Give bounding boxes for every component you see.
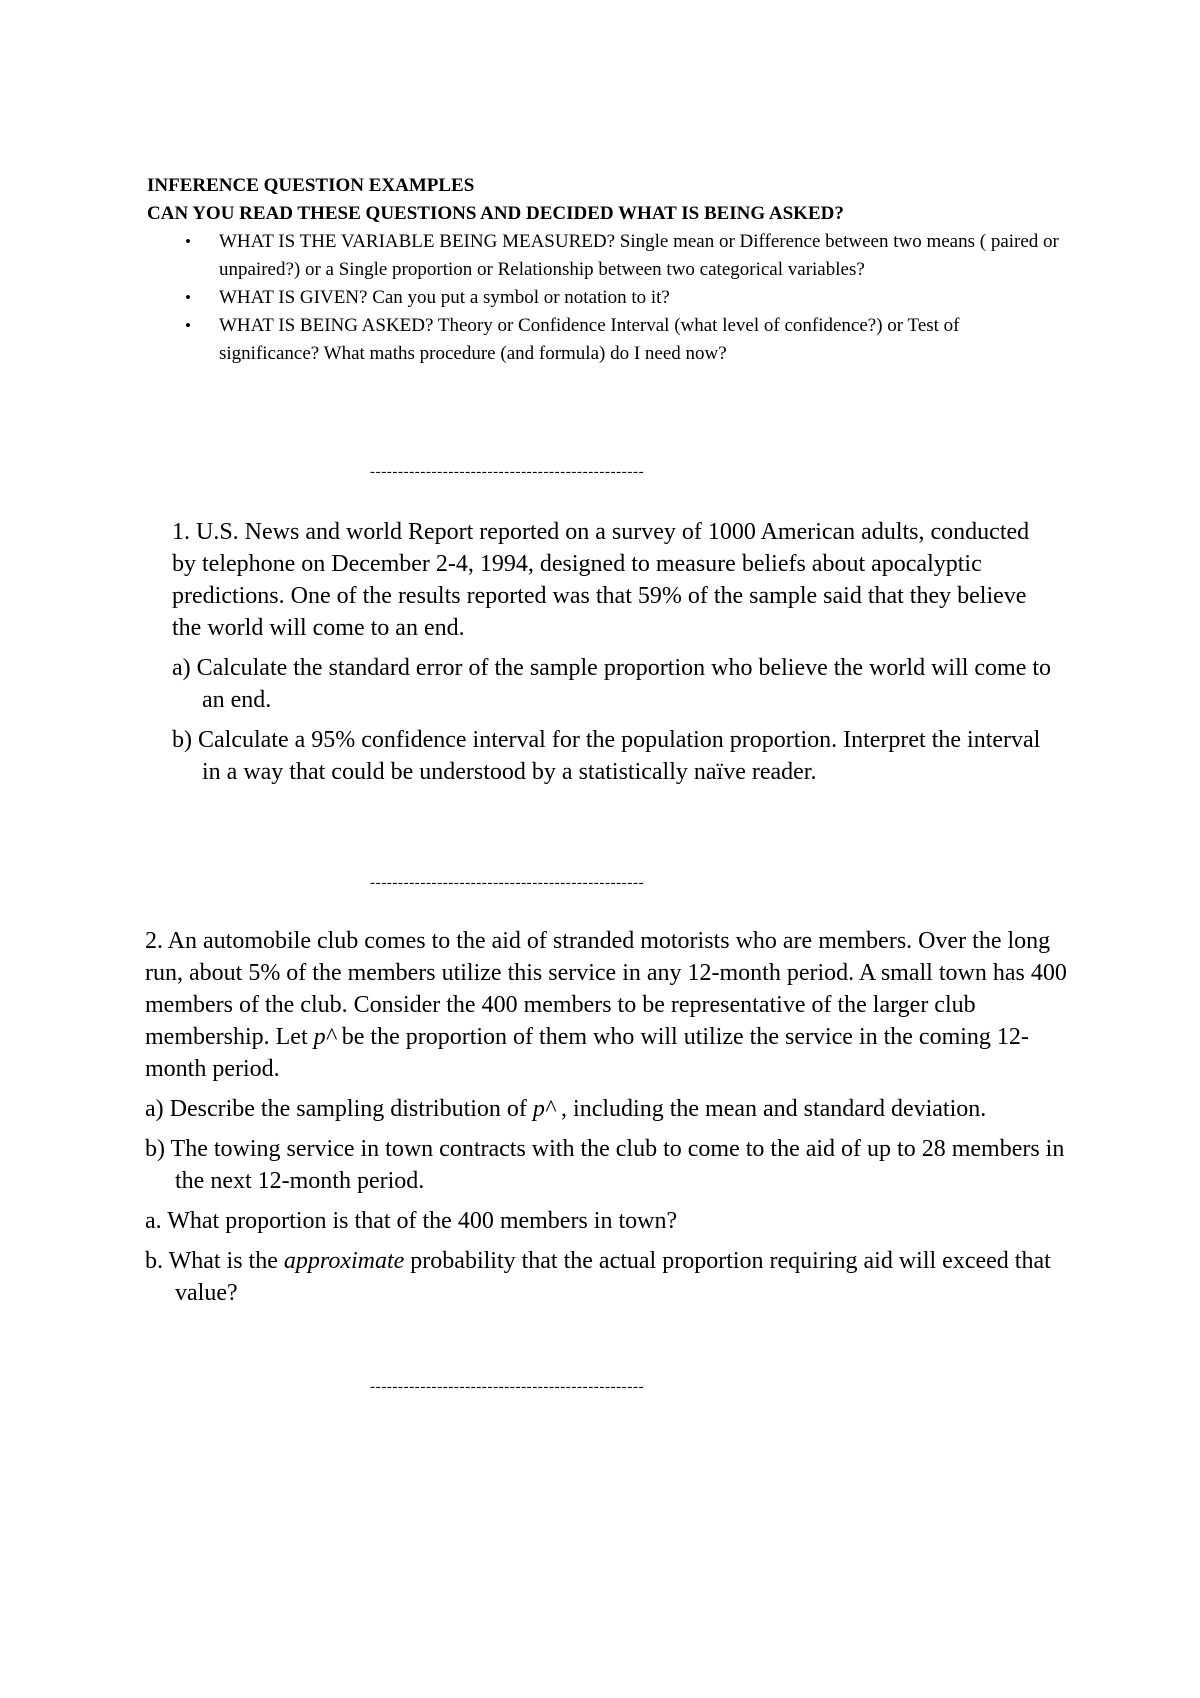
page-title: INFERENCE QUESTION EXAMPLES [147, 175, 475, 196]
question-2 [145, 925, 1075, 1317]
question-2-stem [145, 925, 1075, 1085]
bullet-icon: • [185, 316, 191, 335]
question-2-sub-b [145, 1245, 1075, 1309]
question-2-part-b: b) The towing service in town contracts with the club to come to the aid of up to 28 members in the next 12-month period. [145, 1136, 1065, 1194]
bullet-icon: • [185, 232, 191, 251]
divider-2: ------------------------------------------------- [370, 875, 645, 891]
question-2-part-a-end: , including the mean and standard deviation. [555, 1096, 987, 1122]
question-2-sub-b-end: probability that the actual proportion requiring aid will exceed that value? [175, 1248, 1051, 1306]
bullet-text: WHAT IS GIVEN? Can you put a symbol or notation to it? [219, 287, 670, 308]
list-item [147, 284, 1059, 312]
bullet-text: WHAT IS BEING ASKED? Theory or Confidence Interval (what level of confidence?) or Test of significance? What maths procedure (and formula) do I need now? [219, 315, 960, 364]
divider-3: ------------------------------------------------- [370, 1379, 645, 1395]
page-subtitle: CAN YOU READ THESE QUESTIONS AND DECIDED WHAT IS BEING ASKED? [147, 203, 844, 224]
question-2-part-a [145, 1093, 1075, 1125]
question-1 [172, 516, 1052, 796]
list-item [147, 312, 1059, 368]
approximate-emphasis: approximate [283, 1248, 405, 1274]
question-1-stem: 1. U.S. News and world Report reported on a survey of 1000 American adults, conducted by telephone on December 2-4, 1994, designed to measure beliefs about apocalyptic predictions. One of the results reported was that 59% of the sample said that they believe the world will come to an end. [172, 519, 1030, 641]
question-2-stem-start: 2. An automobile club comes to the aid of stranded motorists who are members. Over the long run, about 5% of the members utilize this service in any 12-month period. A small town has 400 members of the club. Consider the 400 members to be representative of the larger club membership. Let [145, 928, 1067, 1050]
question-1-part-a: a) Calculate the standard error of the sample proportion who believe the world will come to an end. [172, 655, 1052, 713]
question-2-part-a-start: a) Describe the sampling distribution of [145, 1096, 533, 1122]
p-hat-symbol: p^ [532, 1096, 556, 1122]
divider-1: ------------------------------------------------- [370, 464, 645, 480]
bullet-icon: • [185, 288, 191, 307]
question-2-sub-a: a. What proportion is that of the 400 members in town? [145, 1208, 678, 1234]
question-1-part-b: b) Calculate a 95% confidence interval for the population proportion. Interpret the interval in a way that could be understood by a statistically naïve reader. [172, 727, 1041, 785]
bullet-text: WHAT IS THE VARIABLE BEING MEASURED? Single mean or Difference between two means ( paired or unpaired?) or a Single proportion or Relationship between two categorical variables? [219, 231, 1059, 280]
question-2-sub-b-start: b. What is the [145, 1248, 284, 1274]
header-section [147, 172, 1087, 368]
question-2-stem-end: be the proportion of them who will utilize the service in the coming 12-month period. [145, 1024, 1029, 1082]
p-hat-symbol: p^ [313, 1024, 336, 1050]
list-item [147, 228, 1059, 284]
guidance-list [147, 228, 1087, 368]
